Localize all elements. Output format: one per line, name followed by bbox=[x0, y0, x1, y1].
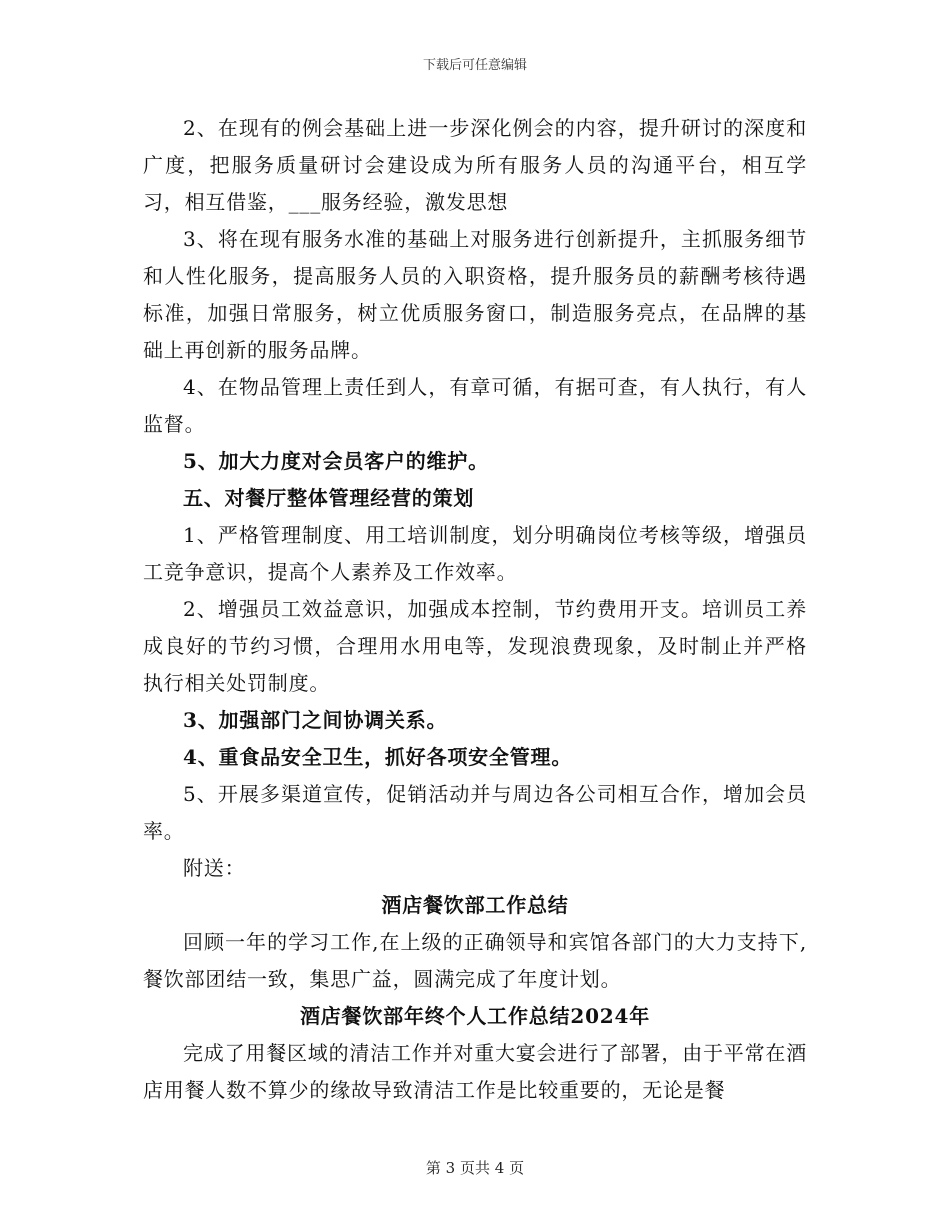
paragraph-s1: 1、严格管理制度、用工培训制度，划分明确岗位考核等级，增强员工竞争意识，提高个人素养及工作效率。 bbox=[143, 523, 807, 584]
section-heading-5: 五、对餐厅整体管理经营的策划 bbox=[183, 486, 475, 510]
paragraph-s5: 5、开展多渠道宣传，促销活动并与周边各公司相互合作，增加会员率。 bbox=[143, 782, 807, 843]
paragraph-5-bold: 5、加大力度对会员客户的维护。 bbox=[183, 449, 489, 473]
document-body bbox=[143, 110, 807, 1109]
appendix-paragraph-1: 回顾一年的学习工作,在上级的正确领导和宾馆各部门的大力支持下,餐饮部团结一致，集思广益，圆满完成了年度计划。 bbox=[143, 930, 807, 991]
paragraph-s2: 2、增强员工效益意识，加强成本控制，节约费用开支。培训员工养成良好的节约习惯，合理用水用电等，发现浪费现象，及时制止并严格执行相关处罚制度。 bbox=[143, 597, 807, 695]
page-header: 下载后可任意编辑 bbox=[422, 58, 527, 73]
appendix-title-2: 酒店餐饮部年终个人工作总结2024年 bbox=[299, 1004, 651, 1028]
paragraph-3: 3、将在现有服务水准的基础上对服务进行创新提升，主抓服务细节和人性化服务，提高服务人员的入职资格，提升服务员的薪酬考核待遇标准，加强日常服务，树立优质服务窗口，制造服务亮点，在品牌的基础上再创新的服务品牌。 bbox=[143, 227, 807, 362]
appendix-title-1: 酒店餐饮部工作总结 bbox=[381, 893, 569, 917]
page-footer: 第 3 页共 4 页 bbox=[425, 1159, 525, 1177]
appendix-paragraph-2: 完成了用餐区域的清洁工作并对重大宴会进行了部署，由于平常在酒店用餐人数不算少的缘故导致清洁工作是比较重要的，无论是餐 bbox=[143, 1041, 807, 1102]
paragraph-2: 2、在现有的例会基础上进一步深化例会的内容，提升研讨的深度和广度，把服务质量研讨会建设成为所有服务人员的沟通平台，相互学习，相互借鉴，___服务经验，激发思想 bbox=[143, 116, 807, 214]
paragraph-s4-bold: 4、重食品安全卫生，抓好各项安全管理。 bbox=[183, 745, 573, 769]
paragraph-s3-bold: 3、加强部门之间协调关系。 bbox=[183, 708, 448, 732]
appendix-label: 附送： bbox=[183, 856, 246, 880]
paragraph-4: 4、在物品管理上责任到人，有章可循，有据可查，有人执行，有人监督。 bbox=[143, 375, 807, 436]
